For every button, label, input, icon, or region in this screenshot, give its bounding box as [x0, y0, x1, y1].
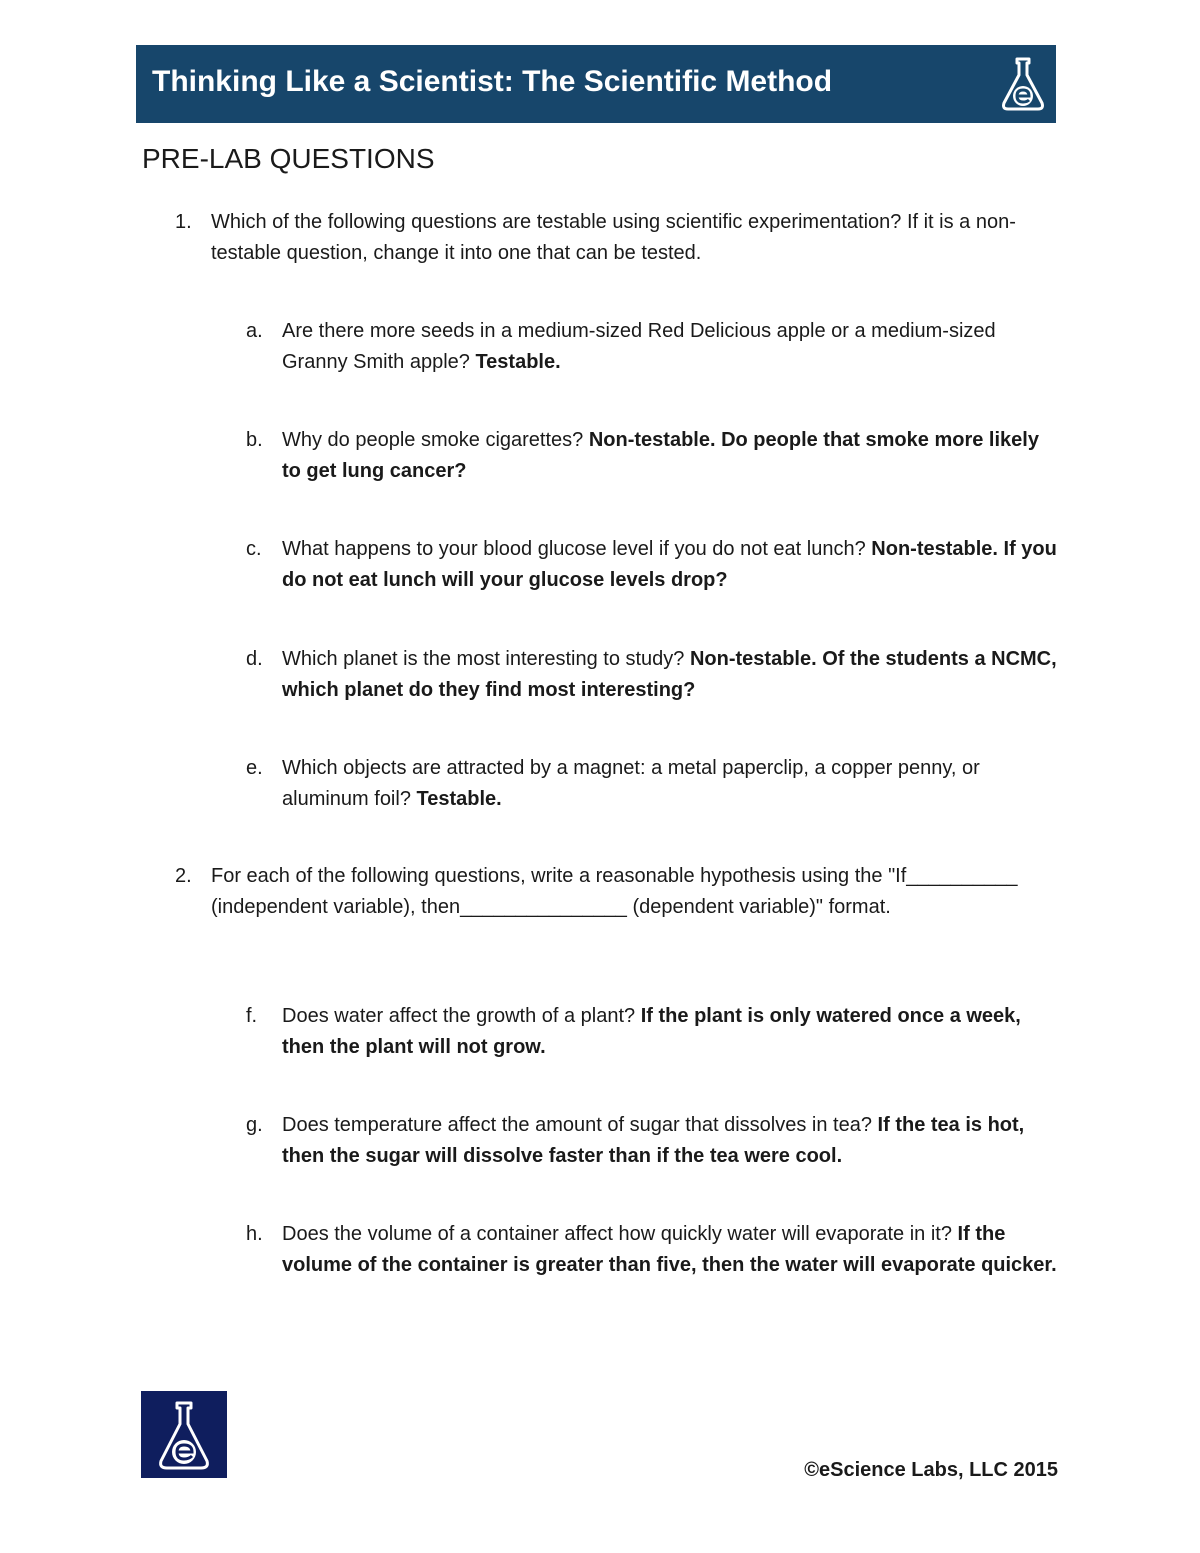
item-question: Does the volume of a container affect how quickly water will evaporate in it?	[282, 1223, 952, 1245]
flask-e-logo-icon	[998, 53, 1048, 113]
item-question: Are there more seeds in a medium-sized Red Delicious apple or a medium-sized Granny Smith apple?	[282, 320, 996, 373]
item-letter: d.	[246, 648, 263, 670]
item-letter: g.	[246, 1114, 263, 1136]
item-answer: If the volume of the container is greater than five, then the water will evaporate quicker.	[282, 1223, 1057, 1276]
section-heading: PRE-LAB QUESTIONS	[142, 143, 435, 174]
item-question: What happens to your blood glucose level if you do not eat lunch?	[282, 538, 866, 560]
item-body	[282, 1219, 1062, 1281]
item-letter: e.	[246, 757, 263, 779]
document-title: Thinking Like a Scientist: The Scientific Method	[152, 65, 833, 98]
question-text: Which of the following questions are testable using scientific experimentation? If it is a non-testable question, change it into one that can be tested.	[211, 211, 1016, 264]
item-body	[282, 316, 1062, 378]
question-text: For each of the following questions, write a reasonable hypothesis using the "If__________ (independent variable), then_______________ (dependent variable)" format.	[211, 865, 1018, 918]
copyright-text: ©eScience Labs, LLC 2015	[804, 1459, 1058, 1481]
item-body	[282, 534, 1062, 596]
item-answer: Non-testable. Of the students a NCMC, which planet do they find most interesting?	[282, 648, 1057, 701]
item-body	[282, 425, 1062, 487]
item-letter: f.	[246, 1005, 258, 1027]
item-answer: Non-testable. Do people that smoke more likely to get lung cancer?	[282, 429, 1039, 482]
item-question: Does temperature affect the amount of sugar that dissolves in tea?	[282, 1114, 872, 1136]
item-answer: Testable.	[475, 351, 561, 373]
item-body	[282, 753, 1062, 815]
item-answer: Non-testable. If you do not eat lunch will your glucose levels drop?	[282, 538, 1057, 591]
item-question: Which planet is the most interesting to study?	[282, 648, 685, 670]
question-number: 1.	[175, 211, 192, 233]
item-answer: If the tea is hot, then the sugar will dissolve faster than if the tea were cool.	[282, 1114, 1025, 1167]
flask-e-logo-icon	[141, 1391, 227, 1478]
item-body	[282, 1001, 1032, 1063]
header-banner	[136, 45, 1056, 123]
item-body	[282, 1110, 1062, 1172]
item-answer: Testable.	[416, 788, 502, 810]
item-letter: b.	[246, 429, 263, 451]
item-question: Why do people smoke cigarettes?	[282, 429, 584, 451]
item-letter: a.	[246, 320, 263, 342]
item-question: Does water affect the growth of a plant?	[282, 1005, 636, 1027]
item-answer: If the plant is only watered once a week, then the plant will not grow.	[282, 1005, 1021, 1058]
item-letter: c.	[246, 538, 262, 560]
footer-logo	[141, 1391, 227, 1478]
question-number: 2.	[175, 865, 192, 887]
item-body	[282, 644, 1062, 706]
item-letter: h.	[246, 1223, 263, 1245]
item-question: Which objects are attracted by a magnet: a metal paperclip, a copper penny, or aluminum foil?	[282, 757, 980, 810]
